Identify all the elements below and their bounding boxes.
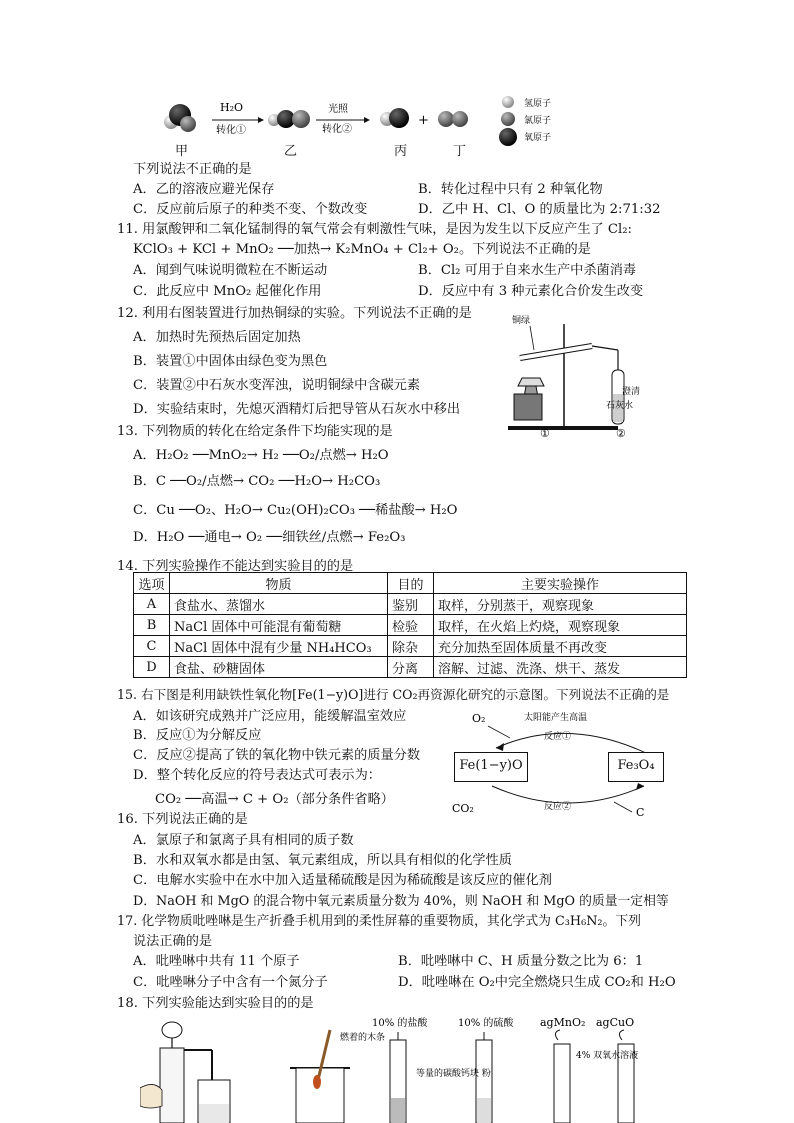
fig-mno2-label: agMnO₂ (540, 1016, 586, 1029)
q13-option-b: B．C ──O₂/点燃→ CO₂ ──H₂O→ H₂CO₃ (133, 474, 381, 489)
fig-reaction1: 反应① (544, 732, 572, 742)
fig-top-label: 太阳能产生高温 (524, 713, 588, 723)
fig-d-apparatus (540, 1016, 638, 1123)
fig-c-apparatus (372, 1016, 514, 1123)
q13-option-a: A．H₂O₂ ──MnO₂→ H₂ ──O₂/点燃→ H₂O (133, 448, 389, 463)
legend-h-icon (502, 96, 514, 108)
q12-option-d: D．实验结束时，先熄灭酒精灯后把导管从石灰水中移出 (133, 402, 461, 417)
fig-label-shihuishui: 石灰水 (606, 401, 634, 411)
table-header: 主要实验操作 (434, 573, 687, 594)
fig-num-2: ② (616, 427, 626, 440)
fig-cuo-label: agCuO (596, 1016, 635, 1029)
q18-stem: 18. 下列实验能达到实验目的的是 (117, 996, 314, 1011)
table-cell: NaCl 固体中混有少量 NH₄HCO₃ (170, 636, 388, 657)
q17-option-c: C．吡唑啉分子中含有一个氮分子 (133, 975, 328, 990)
table-cell: 除杂 (388, 636, 434, 657)
table-row (134, 615, 687, 636)
table-header: 目的 (388, 573, 434, 594)
table-header-row (134, 573, 687, 594)
legend-o-icon (499, 128, 517, 146)
q11-option-d: D．反应中有 3 种元素化合价发生改变 (418, 284, 644, 299)
q16-option-a: A．氯原子和氯离子具有相同的质子数 (133, 833, 354, 848)
fig-h2o2-label: 4% 双氧水溶液 (576, 1051, 639, 1061)
fig-o2: O₂ (472, 712, 486, 725)
fig-label-chengqing: 澄清 (622, 387, 641, 397)
label-yi: 乙 (284, 144, 298, 159)
legend-o: 氧原子 (524, 133, 552, 143)
q10-option-a: A．乙的溶液应避光保存 (133, 182, 275, 197)
fig-c: C (636, 806, 645, 819)
q11-equation: KClO₃ + KCl + MnO₂ ──加热→ K₂MnO₄ + Cl₂+ O₂。下列说法不正确的是 (133, 242, 591, 257)
fig-reaction2: 反应② (544, 802, 572, 812)
q12-option-a: A．加热时先预热后固定加热 (133, 330, 301, 345)
fig-hcl-label: 10% 的盐酸 (372, 1018, 428, 1029)
q14-stem: 14. 下列实验操作不能达到实验目的的是 (117, 559, 354, 574)
q15-stem: 15. 右下图是利用缺铁性氧化物[Fe(1−y)O]进行 CO₂再资源化研究的示意图。下列说法不正确的是 (117, 687, 670, 702)
q10-option-b: B．转化过程中只有 2 种氧化物 (418, 182, 603, 197)
fig-h2so4-label: 10% 的硫酸 (458, 1018, 514, 1029)
q15-equation: CO₂ ──高温→ C + O₂（部分条件省略） (155, 792, 394, 807)
q16-option-c: C．电解水实验中在水中加入适量稀硫酸是因为稀硫酸是该反应的催化剂 (133, 873, 552, 888)
q16-option-d: D．NaOH 和 MgO 的混合物中氧元素质量分数为 40%，则 NaOH 和 MgO 的质量一定相等 (133, 894, 669, 909)
label-jia: 甲 (175, 144, 189, 159)
table-cell: 取样，分别蒸干，观察现象 (434, 594, 687, 615)
fig-b-apparatus (290, 1030, 385, 1123)
table-cell: 食盐水、蒸馏水 (170, 594, 388, 615)
arrow2-bottom: 转化② (322, 124, 352, 135)
q12-stem: 12. 利用右图装置进行加热铜绿的实验。下列说法不正确的是 (117, 306, 472, 321)
fig-box-fe1yo: Fe(1−y)O (454, 752, 528, 782)
table-cell: 取样，在火焰上灼烧，观察现象 (434, 615, 687, 636)
label-ding: 丁 (453, 144, 467, 159)
table-cell: 充分加热至固体质量不再改变 (434, 636, 687, 657)
molecule-ding (438, 111, 468, 127)
q11-stem: 11. 用氯酸钾和二氧化锰制得的氧气常会有刺激性气味，是因为发生以下反应产生了 Cl₂: (117, 222, 632, 237)
q15-option-a: A．如该研究成熟并广泛应用，能缓解温室效应 (133, 709, 407, 724)
label-bing: 丙 (394, 144, 408, 159)
table-cell: 鉴别 (388, 594, 434, 615)
q11-option-b: B．Cl₂ 可用于自来水生产中杀菌消毒 (418, 263, 637, 278)
fig-label-tonglu: 铜绿 (512, 316, 531, 326)
molecule-yi (268, 110, 310, 128)
q13-option-c: C．Cu ──O₂、H₂O→ Cu₂(OH)₂CO₃ ──稀盐酸→ H₂O (133, 503, 458, 518)
q17-stem: 17. 化学物质吡唑啉是生产折叠手机用到的柔性屏幕的重要物质，其化学式为 C₃H₆N₂。下列 (117, 914, 641, 929)
q10-option-d: D．乙中 H、Cl、O 的质量比为 2:71:32 (418, 202, 661, 217)
q12-option-b: B．装置①中固体由绿色变为黑色 (133, 354, 328, 369)
table-header: 物质 (170, 573, 388, 594)
table-cell: 分离 (388, 657, 434, 678)
q13-stem: 13. 下列物质的转化在给定条件下均能实现的是 (117, 424, 393, 439)
arrow1-top: H₂O (220, 101, 244, 114)
q15-option-b: B．反应①为分解反应 (133, 728, 262, 743)
table-row (134, 594, 687, 615)
legend-h: 氢原子 (524, 99, 552, 109)
q14-table (133, 572, 687, 678)
arrow1-bottom: 转化① (216, 125, 246, 136)
q10-option-c: C．反应前后原子的种类不变、个数改变 (133, 202, 368, 217)
q17-stem-2: 说法正确的是 (133, 934, 213, 949)
q12-option-c: C．装置②中石灰水变浑浊，说明铜绿中含碳元素 (133, 378, 421, 393)
table-cell: 溶解、过滤、洗涤、烘干、蒸发 (434, 657, 687, 678)
molecule-jia (164, 104, 196, 132)
table-cell: B (134, 615, 170, 636)
fig-a-apparatus (140, 1022, 230, 1123)
table-cell: 检验 (388, 615, 434, 636)
plus-sign: + (418, 113, 429, 128)
molecule-bing (380, 108, 409, 128)
q17-option-a: A．吡唑啉中共有 11 个原子 (133, 954, 300, 969)
table-header: 选项 (134, 573, 170, 594)
table-cell: D (134, 657, 170, 678)
q13-option-d: D．H₂O ──通电→ O₂ ──细铁丝/点燃→ Fe₂O₃ (133, 530, 406, 545)
legend-cl-icon (501, 112, 515, 126)
fig-splint-label: 燃着的木条 (340, 1033, 386, 1043)
q16-stem: 16. 下列说法正确的是 (117, 812, 248, 827)
table-row (134, 636, 687, 657)
q17-option-b: B．吡唑啉中 C、H 质量分数之比为 6：1 (398, 954, 644, 969)
table-cell: C (134, 636, 170, 657)
table-cell: NaCl 固体中可能混有葡萄糖 (170, 615, 388, 636)
q15-option-d: D．整个转化反应的符号表达式可表示为： (133, 768, 381, 783)
q11-option-c: C．此反应中 MnO₂ 起催化作用 (133, 284, 322, 299)
fig-num-1: ① (540, 427, 550, 440)
fig-caco3-label: 等量的碳酸钙块 粉 (416, 1069, 491, 1079)
q12-apparatus-figure (500, 310, 650, 440)
q15-option-c: C．反应②提高了铁的氧化物中铁元素的质量分数 (133, 748, 421, 763)
table-row (134, 657, 687, 678)
molecule-diagram (150, 94, 580, 158)
q11-option-a: A．闻到气味说明微粒在不断运动 (133, 263, 328, 278)
legend-cl: 氯原子 (524, 116, 552, 126)
q17-option-d: D．吡唑啉在 O₂中完全燃烧只生成 CO₂和 H₂O (398, 975, 676, 990)
table-cell: 食盐、砂糖固体 (170, 657, 388, 678)
q10-stem: 下列说法不正确的是 (133, 162, 252, 177)
fig-box-fe3o4: Fe₃O₄ (608, 752, 664, 782)
q18-figures (140, 1010, 660, 1123)
q16-option-b: B．水和双氧水都是由氢、氧元素组成，所以具有相似的化学性质 (133, 853, 512, 868)
table-cell: A (134, 594, 170, 615)
fig-co2: CO₂ (452, 802, 474, 815)
arrow2-top: 光照 (328, 104, 348, 115)
